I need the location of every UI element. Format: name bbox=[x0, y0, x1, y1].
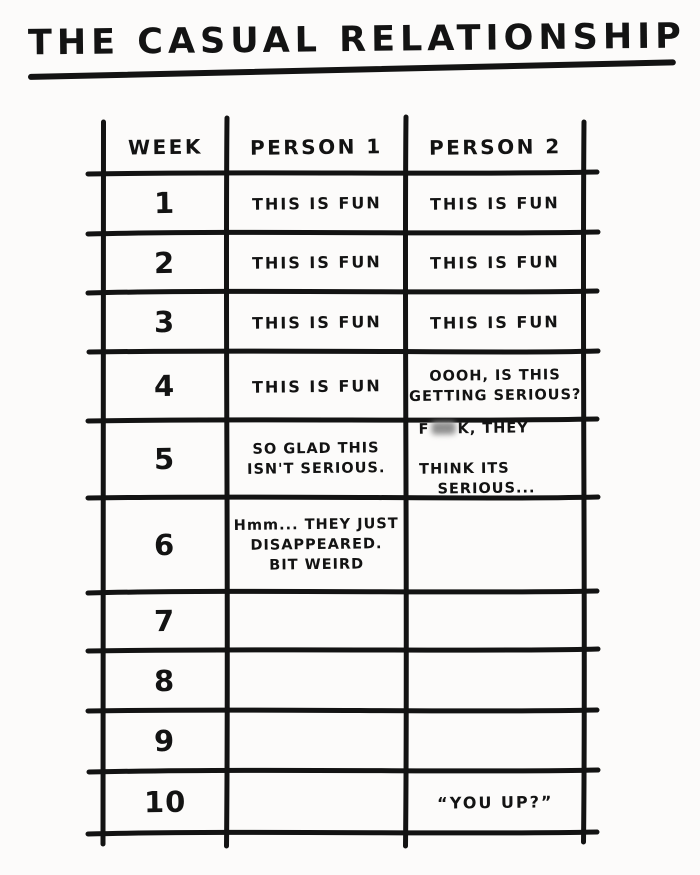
week-number-1: 1 bbox=[154, 185, 176, 221]
header-person2: PERSON 2 bbox=[428, 133, 562, 160]
cell-person1-week5: SO GLAD THIS ISN'T SERIOUS. bbox=[247, 440, 386, 478]
week-number-9: 9 bbox=[154, 723, 176, 759]
cell-person1-week4: THIS IS FUN bbox=[251, 375, 382, 397]
header-person1: PERSON 1 bbox=[249, 133, 384, 160]
censor-blur-icon bbox=[431, 421, 455, 434]
cell-person2-week7 bbox=[406, 592, 584, 650]
cell-person2-week2: THIS IS FUN bbox=[430, 252, 560, 273]
cell-person1-week8 bbox=[227, 650, 406, 711]
week-number-10: 10 bbox=[143, 784, 187, 820]
cell-person1-week1: THIS IS FUN bbox=[251, 192, 382, 214]
cell-person1-week10 bbox=[227, 771, 406, 833]
cell-person2-week5: F K, THEY THINK ITS SERIOUS... bbox=[406, 420, 584, 498]
cell-person2-week4: OOOH, IS THIS GETTING SERIOUS? bbox=[408, 367, 582, 406]
week-number-2: 2 bbox=[154, 245, 176, 280]
week-number-3: 3 bbox=[154, 304, 176, 340]
cell-person2-week10: “YOU UP?” bbox=[436, 791, 554, 813]
censored-line: F K, THEY bbox=[418, 420, 529, 438]
cell-person1-week3: THIS IS FUN bbox=[251, 311, 382, 333]
week-number-6: 6 bbox=[154, 527, 176, 563]
week-number-5: 5 bbox=[154, 441, 176, 477]
week-number-8: 8 bbox=[154, 663, 176, 698]
week-number-7: 7 bbox=[154, 603, 176, 639]
cell-person2-week9 bbox=[406, 711, 584, 771]
cell-person2-week3: THIS IS FUN bbox=[430, 311, 560, 333]
cell-person1-week2: THIS IS FUN bbox=[251, 252, 382, 273]
cell-person2-week1: THIS IS FUN bbox=[430, 192, 560, 214]
week-number-4: 4 bbox=[154, 368, 176, 404]
cell-person1-week6: Hmm... THEY JUST DISAPPEARED. BIT WEIRD bbox=[233, 515, 399, 574]
header-week: WEEK bbox=[127, 134, 203, 159]
cell-person1-week9 bbox=[227, 711, 406, 771]
page-title: THE CASUAL RELATIONSHIP bbox=[27, 16, 687, 64]
cell-person1-week7 bbox=[227, 592, 406, 650]
relationship-table bbox=[103, 120, 584, 833]
cell-person2-week8 bbox=[406, 650, 584, 711]
